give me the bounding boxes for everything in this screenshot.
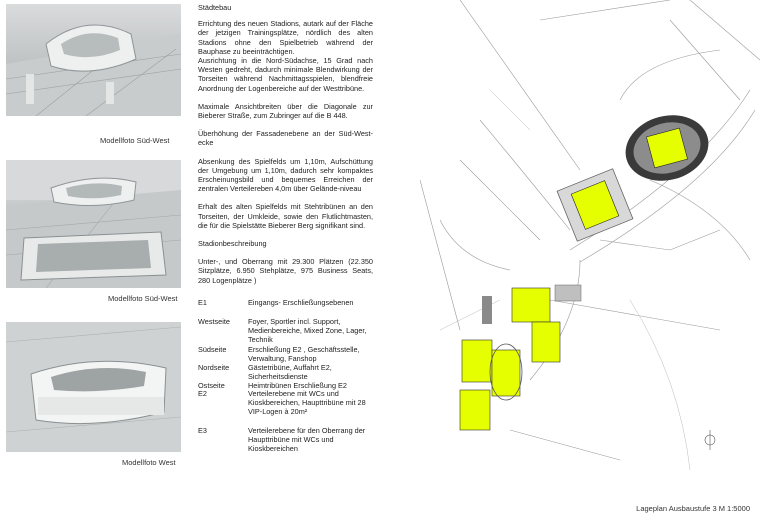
model-photo-2 bbox=[6, 160, 181, 288]
level-description: Foyer, Sportler incl. Support, Medienbereiche, Mixed Zone, Lager, Technik bbox=[248, 317, 367, 345]
description-text bbox=[198, 3, 373, 285]
level-description: Gästetribüne, Auffahrt E2, Sicherheitsdienste bbox=[248, 363, 332, 382]
photo-caption-2: Modellfoto Süd-West bbox=[108, 294, 178, 303]
paragraph-1: Errichtung des neuen Stadions, autark auf der Fläche der jetzigen Trainingsplätze, nördlich des alten Stadions ohne den Spielbetrieb während der Bauphase zu beeinträchtigen. bbox=[198, 19, 373, 56]
level-label: E3 bbox=[198, 426, 207, 435]
site-plan-caption: Lageplan Ausbaustufe 3 M 1:5000 bbox=[636, 504, 750, 513]
level-label: E1 bbox=[198, 298, 207, 307]
photo-caption-1: Modellfoto Süd-West bbox=[100, 136, 170, 145]
model-photo-1 bbox=[6, 4, 181, 116]
level-description: Verteilerebene für den Oberrang der Haupttribüne mit WCs und Kioskbereichen bbox=[248, 426, 366, 454]
section-heading-staedtebau: Städtebau bbox=[198, 3, 232, 12]
paragraph-7: Unter-, und Oberrang mit 29.300 Plätzen (22.350 Sitzplätze, 6.950 Stehplätze, 975 Business Seats, 280 Logenplätze ) bbox=[198, 257, 373, 285]
paragraph-3: Maximale Ansichtbreiten über die Diagonale zur Bieberer Straße, zum Zubringer auf die B 448. bbox=[198, 101, 373, 121]
level-row bbox=[198, 317, 376, 345]
site-plan bbox=[420, 0, 760, 500]
level-row bbox=[198, 298, 376, 307]
level-row bbox=[198, 426, 376, 454]
level-label: Nordseite bbox=[198, 363, 230, 373]
paragraph-2: Ausrichtung in die Nord-Südachse, 15 Grad nach Westen gedreht, dadurch minimale Blendwirkung der Torseiten während Nachmittagsspielen, blendfreie Anordnung der Logenbereiche auf der Westtribüne. bbox=[198, 56, 373, 93]
level-description: Heimtribünen Erschließung E2 bbox=[248, 381, 347, 391]
paragraph-4: Überhöhung der Fassadenebene an der Süd-West-ecke bbox=[198, 129, 373, 148]
old-stadium bbox=[557, 169, 633, 242]
levels-list-3 bbox=[198, 389, 376, 417]
level-row bbox=[198, 345, 376, 363]
level-label: Südseite bbox=[198, 344, 227, 354]
level-row bbox=[198, 389, 376, 417]
levels-list-2 bbox=[198, 317, 376, 391]
level-label: Westseite bbox=[198, 317, 230, 326]
new-stadium bbox=[618, 106, 716, 190]
level-label: E2 bbox=[198, 389, 207, 398]
level-description: Verteilerebene mit WCs und Kioskbereichen, Haupttribüne mit 28 VIP-Logen à 20m² bbox=[248, 389, 366, 417]
site-plan-drawing bbox=[420, 0, 760, 500]
paragraph-6: Erhalt des alten Spielfelds mit Stehtribünen an den Torseiten, der Umkleide, sowie den Flutlichtmasten, die für die Spielstätte Bieberer Berg signifikant sind. bbox=[198, 202, 373, 230]
photo-caption-3: Modellfoto West bbox=[122, 458, 176, 467]
level-description: Eingangs- Erschließungsebenen bbox=[248, 298, 354, 307]
model-photo-3 bbox=[6, 322, 181, 452]
levels-list-1 bbox=[198, 298, 376, 307]
section-heading-stadion: Stadionbeschreibung bbox=[198, 239, 267, 249]
level-description: Erschließung E2 , Geschäftsstelle, Verwaltung, Fanshop bbox=[248, 344, 360, 363]
level-label: Ostseite bbox=[198, 381, 225, 391]
paragraph-5: Absenkung des Spielfelds um 1,10m, Aufschüttung der Umgebung um 1,10m, dadurch sehr kompaktes Erscheinungsbild und bequemes Erreichen der zentralen Verteilereben 4,0m über Gelände-niveau bbox=[198, 156, 373, 194]
levels-list-4 bbox=[198, 426, 376, 454]
level-row bbox=[198, 363, 376, 381]
